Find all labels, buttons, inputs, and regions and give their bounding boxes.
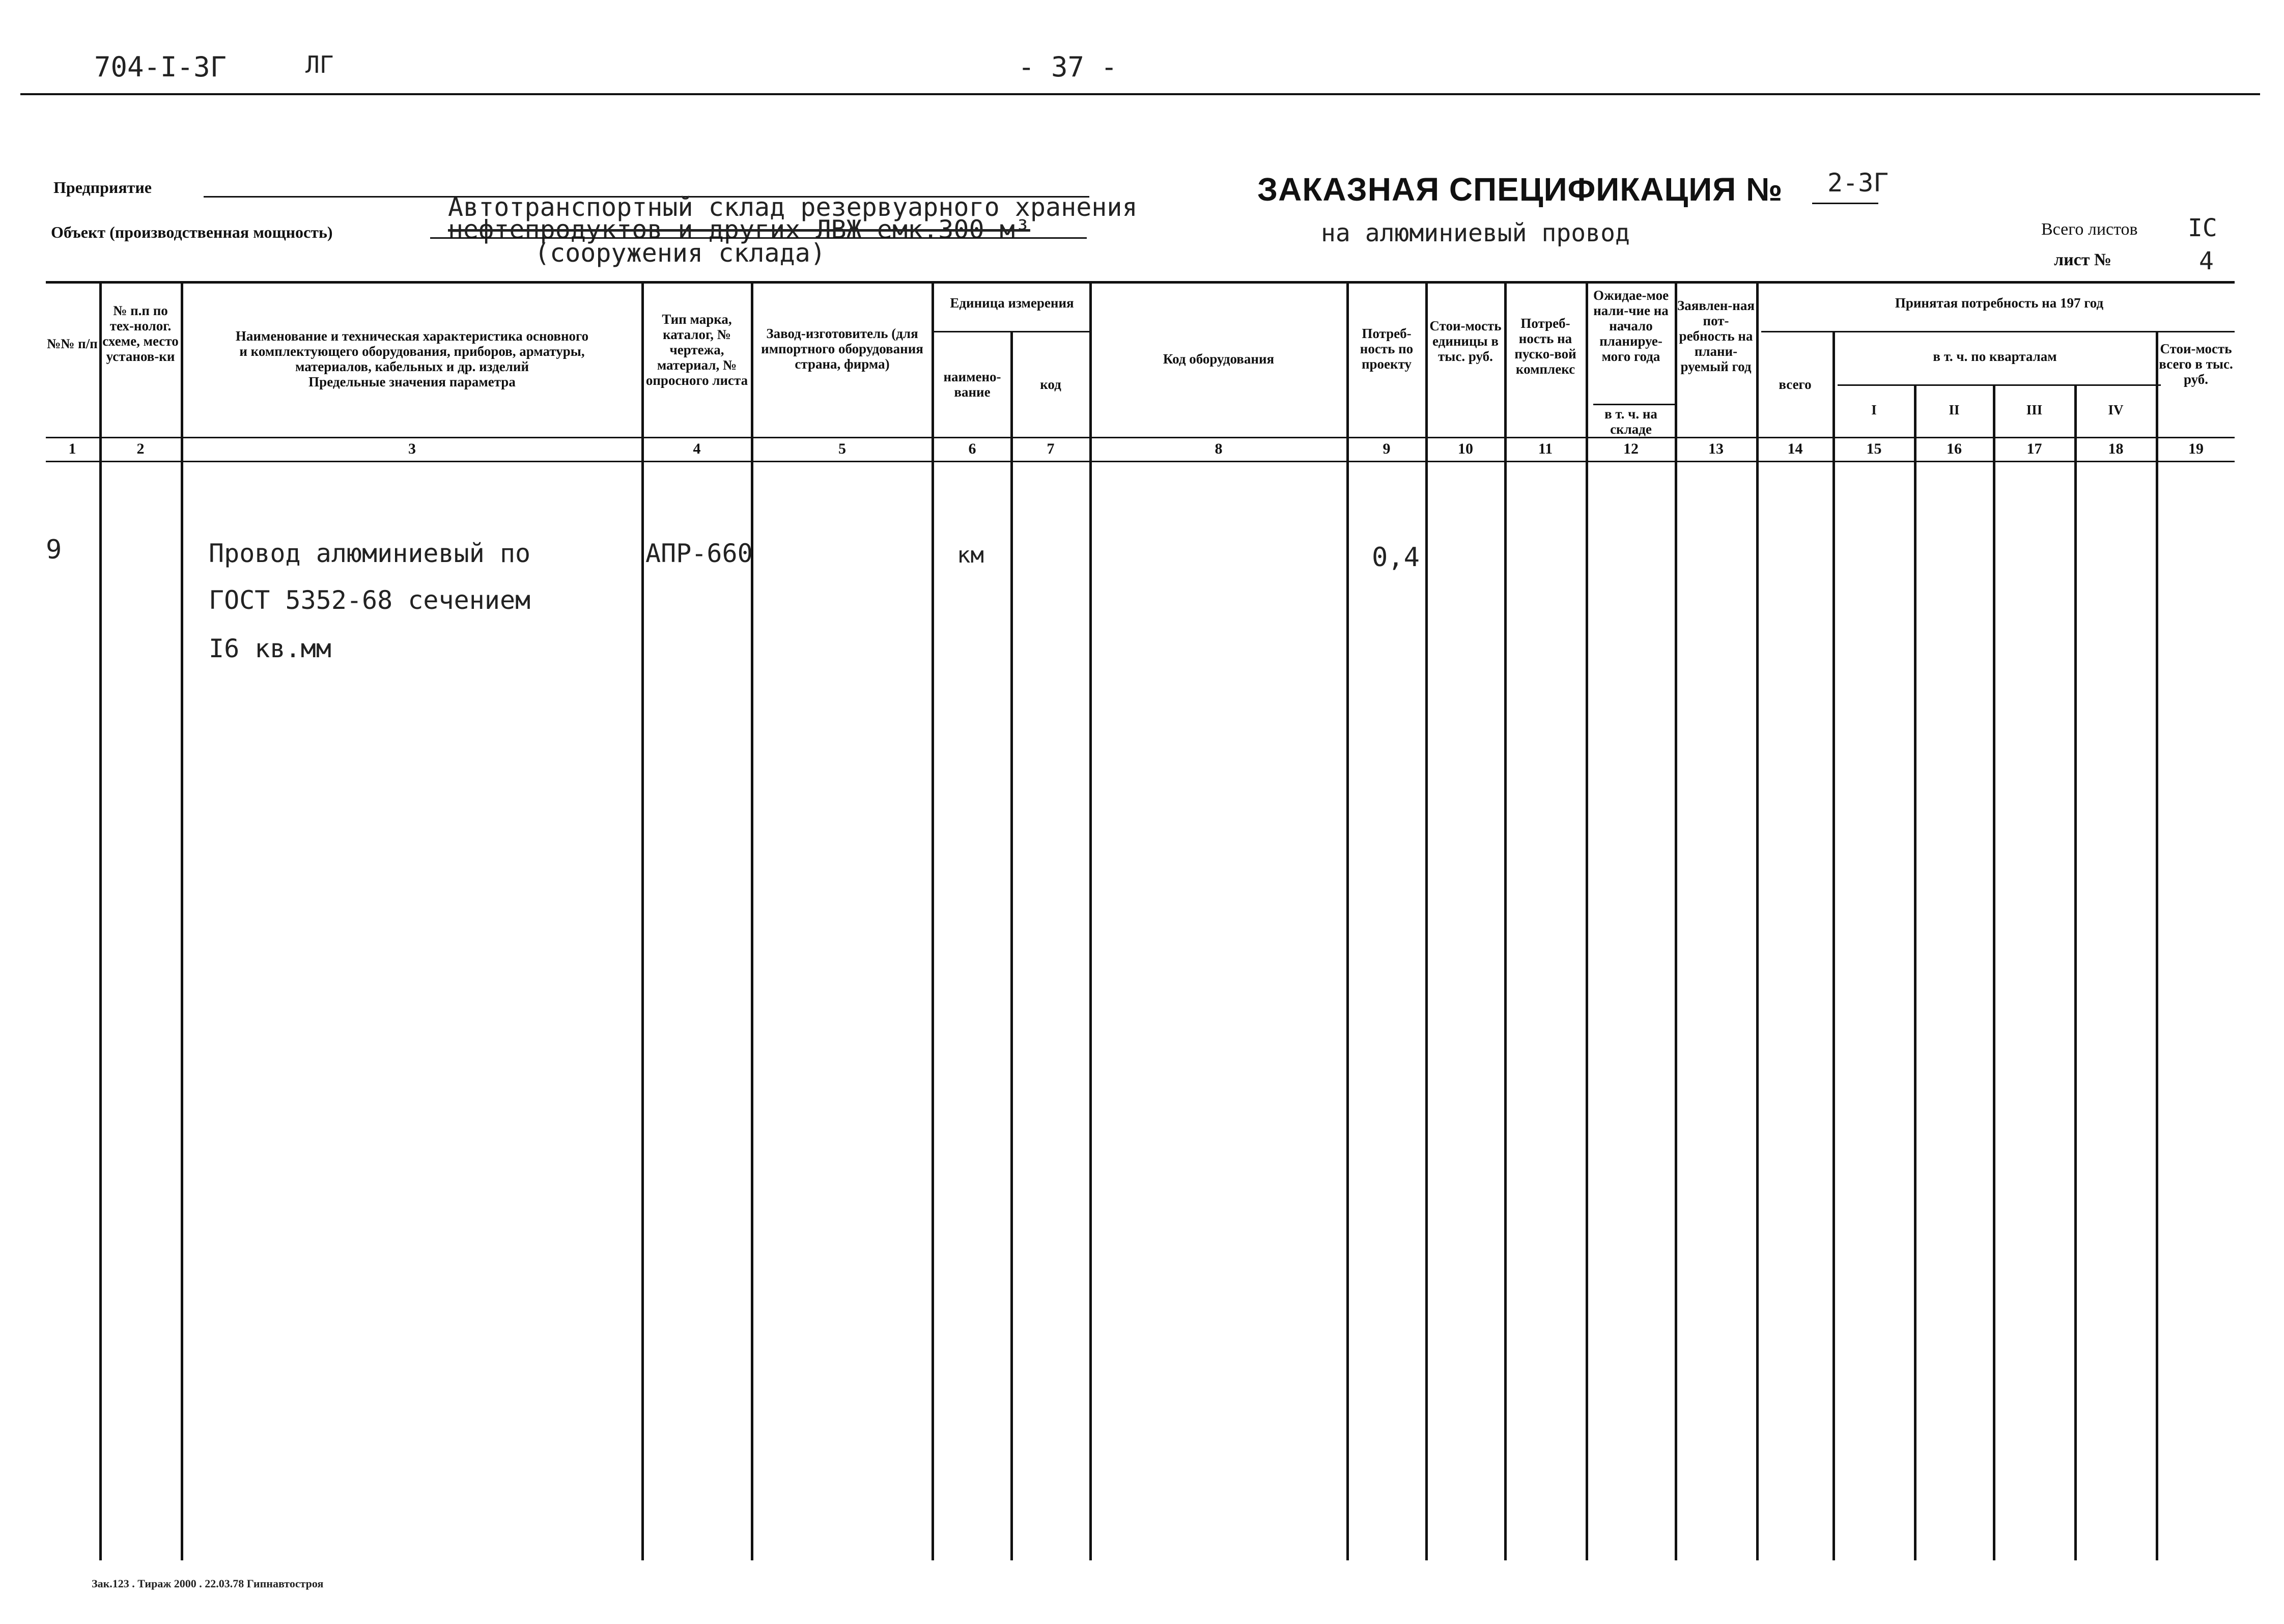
col-line-4 xyxy=(641,283,644,1560)
col-line-10 xyxy=(1425,283,1428,1560)
header-col-4: Тип марка, каталог, № чертежа, материал, № опросного листа xyxy=(645,312,748,388)
column-number: 6 xyxy=(968,440,976,457)
column-number: 15 xyxy=(1866,440,1882,457)
col-line-13 xyxy=(1675,283,1677,1560)
col-line-17 xyxy=(1993,385,1995,1560)
sheet-label: лист № xyxy=(2054,250,2112,269)
col-line-9 xyxy=(1346,283,1349,1560)
table-top-rule xyxy=(46,281,2235,284)
total-sheets-label: Всего листов xyxy=(2041,220,2138,239)
col-line-18 xyxy=(2074,385,2077,1560)
column-number: 12 xyxy=(1623,440,1639,457)
column-number: 13 xyxy=(1708,440,1724,457)
object-line-2: нефтепродуктов и других ЛВЖ емк.300 м³ xyxy=(448,215,1030,244)
header-col-16: II xyxy=(1949,402,1960,417)
col-line-16 xyxy=(1914,385,1916,1560)
print-footer: Зак.123 . Тираж 2000 . 22.03.78 Гипнавтостроя xyxy=(92,1577,324,1590)
stock-sub-rule xyxy=(1593,404,1675,405)
object-line-1: Автотранспортный склад резервуарного хранения xyxy=(448,192,1138,222)
col-line-3 xyxy=(181,283,183,1560)
col-line-11 xyxy=(1504,283,1507,1560)
col-line-15 xyxy=(1832,332,1835,1560)
column-number: 8 xyxy=(1215,440,1223,457)
col-line-6 xyxy=(932,283,934,1560)
header-col-11: Потреб-ность на пуско-вой комплекс xyxy=(1514,316,1576,377)
spec-subject: на алюминиевый провод xyxy=(1321,219,1630,247)
object-label: Объект (производственная мощность) xyxy=(51,223,333,241)
item-name-line-3: I6 кв.мм xyxy=(209,634,331,663)
column-number: 19 xyxy=(2188,440,2204,457)
header-col-13: Заявлен-ная пот-ребность на плани-руемый год xyxy=(1677,298,1755,374)
quarters-group-rule xyxy=(1838,384,2161,386)
header-col-10: Стои-мость единицы в тыс. руб. xyxy=(1429,318,1502,364)
object-line-3: (сооружения склада) xyxy=(534,238,826,268)
header-col-3-line-3: материалов, кабельных и др. изделий xyxy=(295,359,529,374)
column-number: 5 xyxy=(838,440,846,457)
item-name-line-2: ГОСТ 5352-68 сечением xyxy=(209,585,531,615)
page-number: - 37 - xyxy=(1018,51,1118,83)
sheet-value: 4 xyxy=(2199,247,2214,275)
col-line-2 xyxy=(99,283,102,1560)
spec-number: 2-3Г xyxy=(1827,168,1889,198)
header-col-7: код xyxy=(1040,377,1061,392)
header-col-14: всего xyxy=(1779,377,1812,392)
header-col-17: III xyxy=(2026,402,2043,417)
column-number: 9 xyxy=(1383,440,1391,457)
column-number: 16 xyxy=(1947,440,1962,457)
column-number-rule xyxy=(46,461,2235,462)
header-col-8: Код оборудования xyxy=(1163,351,1275,367)
item-unit-name: км xyxy=(957,542,984,568)
header-col-6: наимено-вание xyxy=(943,369,1001,400)
header-col-15: I xyxy=(1871,402,1877,417)
column-number: 3 xyxy=(408,440,416,457)
col-line-8 xyxy=(1089,283,1092,1560)
column-number: 10 xyxy=(1458,440,1473,457)
col-line-14 xyxy=(1756,283,1759,1560)
col-line-12 xyxy=(1586,283,1588,1560)
header-quarters-group: в т. ч. по кварталам xyxy=(1933,349,2057,364)
header-col-9: Потреб-ность по проекту xyxy=(1360,326,1414,372)
column-number: 4 xyxy=(693,440,701,457)
header-col-12: Ожидае-мое нали-чие на начало планируе-мого года xyxy=(1593,288,1669,364)
header-col-18: IV xyxy=(2108,402,2124,417)
header-col-3-line-1: Наименование и техническая характеристика основного xyxy=(235,328,589,344)
col-line-7 xyxy=(1010,332,1013,1560)
col-line-19 xyxy=(2156,332,2158,1560)
column-number: 2 xyxy=(136,440,145,457)
header-accepted-group: Принятая потребность на 197 год xyxy=(1895,295,2104,311)
header-col-12-sub: в т. ч. на складе xyxy=(1604,406,1657,437)
document-mark: ЛГ xyxy=(305,51,334,78)
header-unit-group: Единица измерения xyxy=(950,295,1074,311)
enterprise-label: Предприятие xyxy=(53,178,152,197)
header-col-3-line-4: Предельные значения параметра xyxy=(308,374,516,389)
spec-number-underline xyxy=(1812,203,1878,204)
total-sheets-value: IС xyxy=(2188,214,2217,242)
header-col-1: №№ п/п xyxy=(47,336,98,351)
col-line-5 xyxy=(751,283,753,1560)
header-col-5: Завод-изготовитель (для импортного оборудования страна, фирма) xyxy=(761,326,923,372)
document-code: 704-I-3Г xyxy=(94,51,227,83)
column-number: 14 xyxy=(1787,440,1803,457)
header-bottom-rule xyxy=(46,437,2235,438)
item-quantity: 0,4 xyxy=(1372,542,1420,573)
column-number: 1 xyxy=(68,440,76,457)
header-col-19: Стои-мость всего в тыс. руб. xyxy=(2159,341,2233,387)
top-rule xyxy=(20,93,2260,95)
item-type-mark: АПР-660 xyxy=(645,539,753,568)
header-col-2: № п.п по тех-нолог. схеме, место установ-ки xyxy=(102,303,179,364)
item-name-line-1: Провод алюминиевый по xyxy=(209,539,531,568)
column-number: 11 xyxy=(1538,440,1553,457)
column-number: 17 xyxy=(2026,440,2042,457)
column-number: 7 xyxy=(1047,440,1055,457)
header-col-3-line-2: и комплектующего оборудования, приборов, арматуры, xyxy=(239,344,585,359)
column-number: 18 xyxy=(2108,440,2124,457)
row-index: 9 xyxy=(46,535,62,565)
spec-title: ЗАКАЗНАЯ СПЕЦИФИКАЦИЯ № xyxy=(1257,171,1783,208)
